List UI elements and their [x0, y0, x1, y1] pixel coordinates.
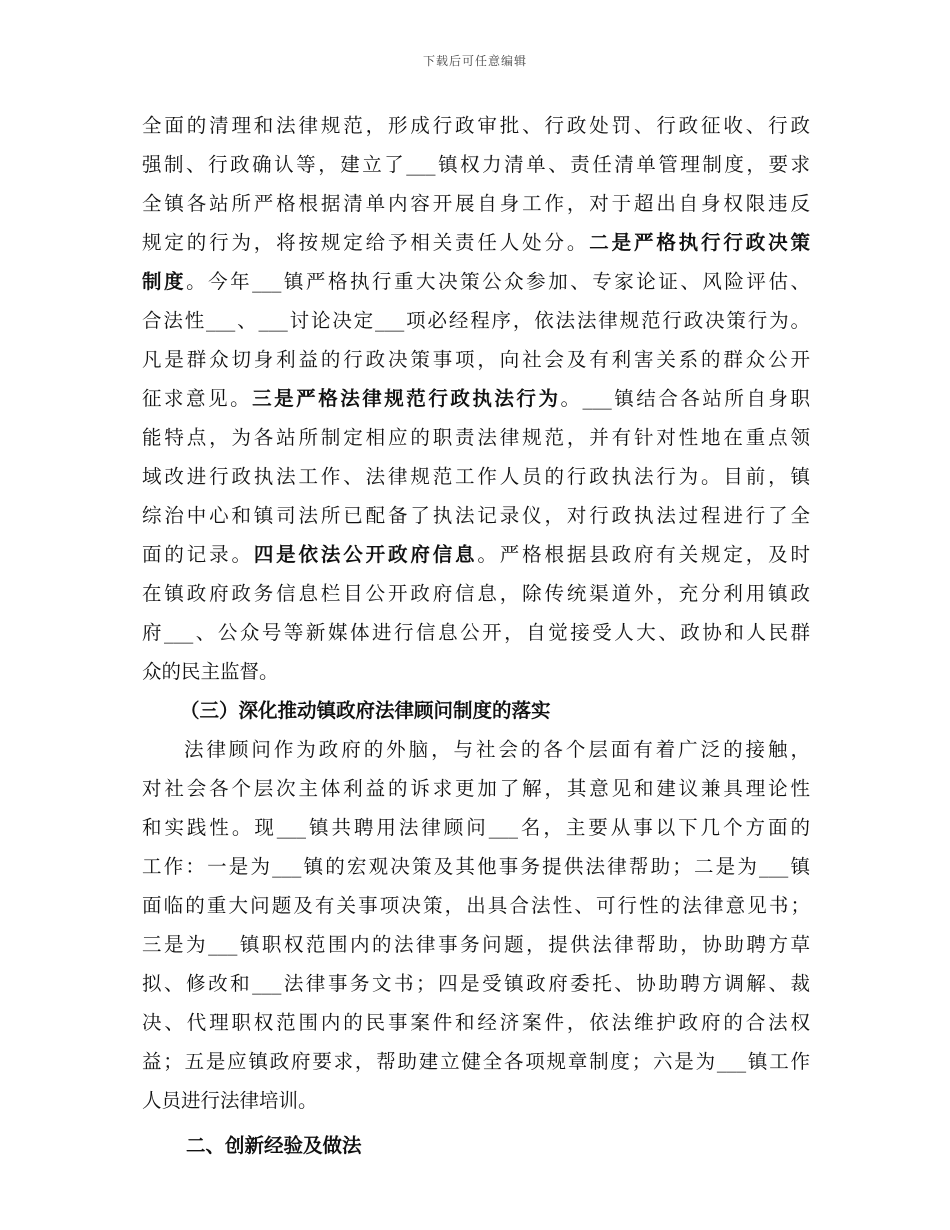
text-run: 。___镇结合各站所自身职	[560, 387, 810, 410]
text-run: 规定的行为，将按规定给予相关责任人处分。	[142, 231, 590, 254]
bold-run: 二是严格执行行政决策	[589, 231, 810, 254]
text-line: 综治中心和镇司法所已配备了执法记录仪，对行政执法过程进行了全	[142, 504, 810, 527]
text-line: 能特点，为各站所制定相应的职责法律规范，并有针对性地在重点领	[142, 426, 810, 449]
section-heading: 二、创新经验及做法	[186, 1134, 362, 1157]
text-run: 征求意见。	[142, 387, 253, 410]
text-line: 法律顾问作为政府的外脑，与社会的各个层面有着广泛的接触，	[184, 738, 810, 761]
paragraph-1	[142, 106, 810, 691]
text-line: 府___、公众号等新媒体进行信息公开，自觉接受人大、政协和人民群	[142, 621, 810, 644]
text-line: 三是为___镇职权范围内的法律事务问题，提供法律帮助，协助聘方草	[142, 933, 810, 956]
paragraph-2	[142, 730, 810, 1120]
text-line: 人员进行法律培训。	[142, 1089, 318, 1112]
text-line: 益；五是应镇政府要求，帮助建立健全各项规章制度；六是为___镇工作	[142, 1050, 810, 1073]
text-run: 。严格根据县政府有关规定，及时	[477, 543, 810, 566]
text-line	[142, 223, 810, 262]
text-line: 和实践性。现___镇共聘用法律顾问___名，主要从事以下几个方面的	[142, 816, 810, 839]
text-line	[142, 262, 810, 301]
text-line: 全镇各站所严格根据清单内容开展自身工作，对于超出自身权限违反	[142, 192, 810, 215]
document-body	[142, 106, 810, 1165]
bold-run: 四是依法公开政府信息	[253, 543, 478, 566]
text-line: 合法性___、___讨论决定___项必经程序，依法法律规范行政决策行为。	[142, 309, 810, 332]
text-run: 。今年___镇严格执行重大决策公众参加、专家论证、风险评估、	[186, 270, 810, 293]
section-heading: （三）深化推动镇政府法律顾问制度的落实	[180, 699, 551, 722]
text-line: 工作：一是为___镇的宏观决策及其他事务提供法律帮助；二是为___镇	[142, 855, 810, 878]
text-line: 凡是群众切身利益的行政决策事项，向社会及有利害关系的群众公开	[142, 348, 810, 371]
text-line: 对社会各个层次主体利益的诉求更加了解，其意见和建议兼具理论性	[142, 777, 810, 800]
text-line: 全面的清理和法律规范，形成行政审批、行政处罚、行政征收、行政	[142, 114, 810, 137]
bold-run: 三是严格法律规范行政执法行为	[252, 387, 561, 410]
page-header: 下载后可任意编辑	[422, 54, 527, 68]
text-line: 在镇政府政务信息栏目公开政府信息，除传统渠道外，充分利用镇政	[142, 582, 810, 605]
text-line	[142, 535, 810, 574]
text-line: 强制、行政确认等，建立了___镇权力清单、责任清单管理制度，要求	[142, 153, 810, 176]
text-line: 众的民主监督。	[142, 660, 279, 683]
text-line	[142, 379, 810, 418]
text-run: 面的记录。	[142, 543, 254, 566]
bold-run: 制度	[142, 270, 187, 293]
text-line: 面临的重大问题及有关事项决策，出具合法性、可行性的法律意见书；	[142, 894, 810, 917]
text-line: 拟、修改和___法律事务文书；四是受镇政府委托、协助聘方调解、裁	[142, 972, 810, 995]
text-line: 决、代理职权范围内的民事案件和经济案件，依法维护政府的合法权	[142, 1011, 810, 1034]
text-line: 域改进行政执法工作、法律规范工作人员的行政执法行为。目前，镇	[142, 465, 810, 488]
